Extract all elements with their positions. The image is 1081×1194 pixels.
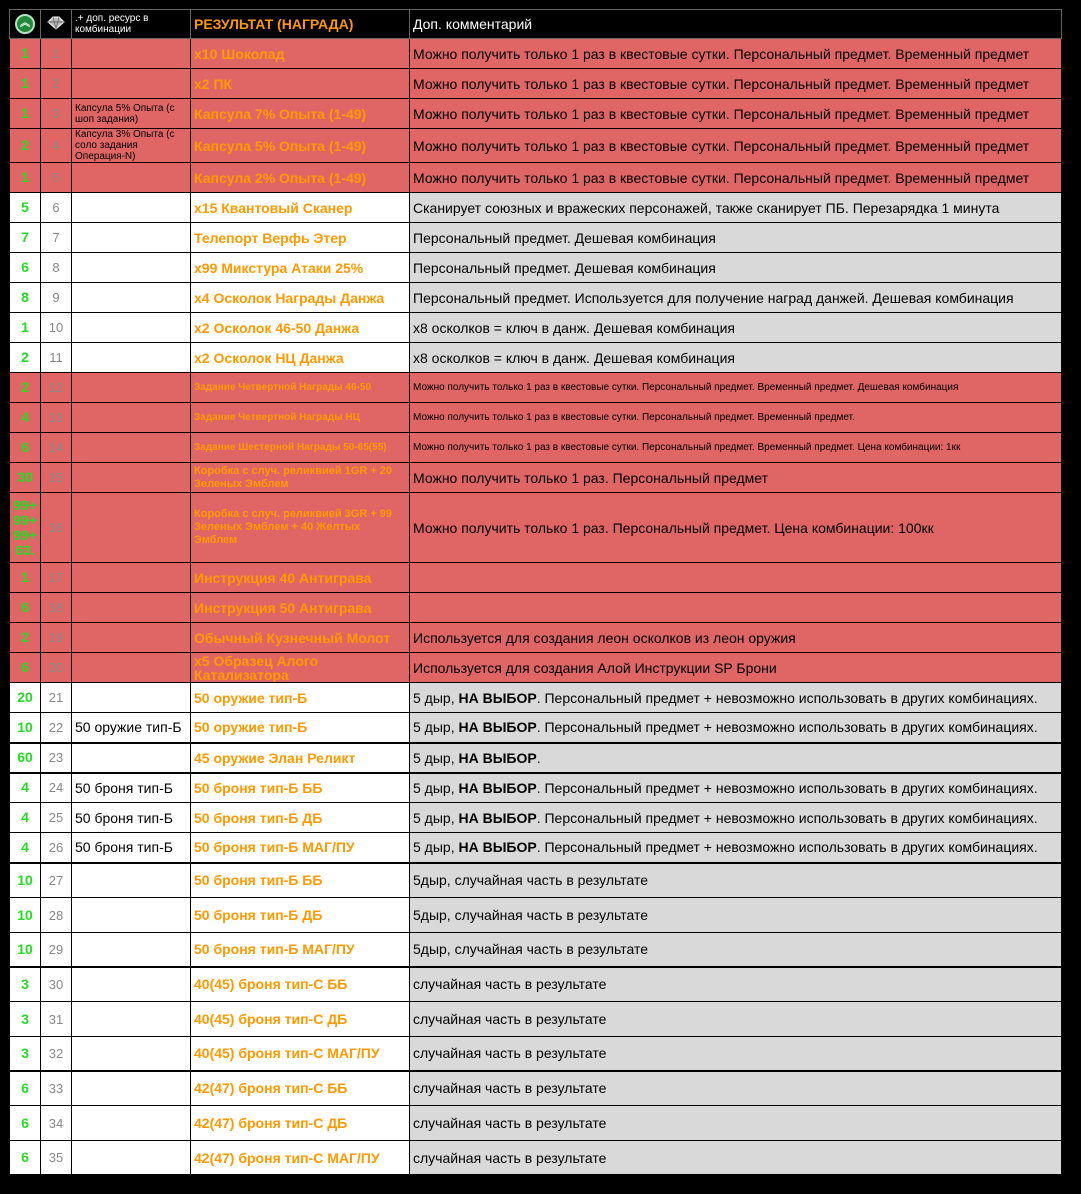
comment-cell xyxy=(410,833,1062,863)
comment-cell xyxy=(410,373,1062,403)
comment-text: Персональный предмет. Используется для получение наград данжей. Дешевая комбинация xyxy=(413,289,1014,306)
extra-resource-cell xyxy=(72,493,191,563)
result-cell: 50 броня тип-Б ДБ xyxy=(191,898,410,933)
result-cell: Коробка с случ. реликвией 1GR + 20 Зеленых Эмблем xyxy=(191,463,410,493)
comment-cell xyxy=(410,743,1062,773)
table-row xyxy=(10,933,1062,967)
extra-resource-cell xyxy=(72,1002,191,1037)
comment-text-tail: . Персональный предмет + невозможно использовать в других комбинациях. xyxy=(536,779,1038,796)
table-row xyxy=(10,863,1062,898)
comment-text: Можно получить только 1 раз в квестовые сутки. Персональный предмет. Временный предмет. xyxy=(413,412,855,423)
table-row xyxy=(10,373,1062,403)
comment-cell xyxy=(410,1037,1062,1071)
comment-cell xyxy=(410,1106,1062,1141)
comment-text: Можно получить только 1 раз в квестовые сутки. Персональный предмет. Временный предмет xyxy=(413,75,1030,92)
qty-cell: 10 xyxy=(10,933,41,967)
extra-resource-cell xyxy=(72,433,191,463)
result-cell: 42(47) броня тип-С ББ xyxy=(191,1071,410,1106)
qty-cell: 1 xyxy=(10,69,41,99)
comment-cell xyxy=(410,253,1062,283)
table-row xyxy=(10,713,1062,743)
extra-resource-cell xyxy=(72,623,191,653)
row-number-cell: 15 xyxy=(41,463,72,493)
row-number-cell: 31 xyxy=(41,1002,72,1037)
extra-resource-cell xyxy=(72,653,191,683)
comment-text-tail: . Персональный предмет + невозможно использовать в других комбинациях. xyxy=(536,839,1038,856)
table-row xyxy=(10,898,1062,933)
qty-cell: 6 xyxy=(10,1141,41,1175)
result-cell: 42(47) броня тип-С МАГ/ПУ xyxy=(191,1141,410,1175)
comment-text: x8 осколков = ключ в данж. Дешевая комбинация xyxy=(413,319,735,336)
table-row xyxy=(10,803,1062,833)
extra-resource-cell xyxy=(72,1037,191,1071)
extra-resource-cell xyxy=(72,743,191,773)
result-cell: x2 Осколок 46-50 Данжа xyxy=(191,313,410,343)
crystal-icon xyxy=(46,16,66,30)
comment-text-tail: . xyxy=(536,749,541,766)
comment-cell xyxy=(410,967,1062,1002)
row-number-cell: 22 xyxy=(41,713,72,743)
table-row xyxy=(10,1071,1062,1106)
comment-text: Используется для создания Алой Инструкции SP Брони xyxy=(413,659,777,676)
comment-text: Используется для создания леон осколков из леон оружия xyxy=(413,629,796,646)
header-result: РЕЗУЛЬТАТ (НАГРАДА) xyxy=(191,10,410,39)
extra-resource-cell: 50 оружие тип-Б xyxy=(72,713,191,743)
row-number-cell: 23 xyxy=(41,743,72,773)
table-row xyxy=(10,433,1062,463)
extra-resource-cell xyxy=(72,223,191,253)
row-number-cell: 12 xyxy=(41,373,72,403)
comment-cell xyxy=(410,1002,1062,1037)
result-cell: x2 ПК xyxy=(191,69,410,99)
comment-cell xyxy=(410,898,1062,933)
comment-text: Можно получить только 1 раз в квестовые сутки. Персональный предмет. Временный предмет. Цена комбинации: 1кк xyxy=(413,442,961,453)
table-row xyxy=(10,253,1062,283)
qty-cell: 1 xyxy=(10,313,41,343)
comment-keyword: НА ВЫБОР xyxy=(458,749,537,766)
comment-text: Персональный предмет. Дешевая комбинация xyxy=(413,259,716,276)
row-number-cell: 16 xyxy=(41,493,72,563)
table-row xyxy=(10,99,1062,129)
row-number-cell: 7 xyxy=(41,223,72,253)
comment-text: 5дыр, случайная часть в результате xyxy=(413,907,649,923)
row-number-cell: 9 xyxy=(41,283,72,313)
extra-resource-cell xyxy=(72,463,191,493)
row-number-cell: 20 xyxy=(41,653,72,683)
row-number-cell: 11 xyxy=(41,343,72,373)
comment-cell xyxy=(410,563,1062,593)
comment-text: 5 дыр, xyxy=(413,839,459,856)
comment-text-tail: . Персональный предмет + невозможно использовать в других комбинациях. xyxy=(536,719,1038,736)
comment-cell xyxy=(410,163,1062,193)
extra-resource-cell xyxy=(72,403,191,433)
result-cell: 50 оружие тип-Б xyxy=(191,713,410,743)
comment-text: Персональный предмет. Дешевая комбинация xyxy=(413,229,716,246)
comment-keyword: НА ВЫБОР xyxy=(458,719,537,736)
table-row xyxy=(10,833,1062,863)
green-chevrons-badge-icon: ︽ xyxy=(15,14,35,34)
row-number-cell: 30 xyxy=(41,967,72,1002)
table-row xyxy=(10,463,1062,493)
extra-resource-cell xyxy=(72,933,191,967)
row-number-cell: 25 xyxy=(41,803,72,833)
table-row xyxy=(10,967,1062,1002)
extra-resource-cell: 50 броня тип-Б xyxy=(72,833,191,863)
comment-text: Можно получить только 1 раз в квестовые сутки. Персональный предмет. Временный предмет. Дешевая комбинация xyxy=(413,382,959,393)
qty-cell: 60 xyxy=(10,743,41,773)
extra-resource-cell: 50 броня тип-Б xyxy=(72,773,191,803)
qty-cell: 8 xyxy=(10,283,41,313)
qty-cell: 10 xyxy=(10,863,41,898)
result-cell: 50 броня тип-Б МАГ/ПУ xyxy=(191,933,410,967)
extra-resource-cell xyxy=(72,1071,191,1106)
comment-cell xyxy=(410,283,1062,313)
header-row xyxy=(10,10,1062,39)
table-row xyxy=(10,563,1062,593)
qty-cell: 1 xyxy=(10,563,41,593)
table-row xyxy=(10,1037,1062,1071)
result-cell: 42(47) броня тип-С ДБ xyxy=(191,1106,410,1141)
extra-resource-cell xyxy=(72,967,191,1002)
result-cell: x5 Образец Алого Катализатора xyxy=(191,653,410,683)
result-cell: x15 Квантовый Сканер xyxy=(191,193,410,223)
qty-cell: 6 xyxy=(10,653,41,683)
comment-text: 5 дыр, xyxy=(413,749,459,766)
comment-cell xyxy=(410,193,1062,223)
comment-cell xyxy=(410,39,1062,69)
extra-resource-cell: 50 броня тип-Б xyxy=(72,803,191,833)
comment-text: Можно получить только 1 раз в квестовые сутки. Персональный предмет. Временный предмет xyxy=(413,45,1030,62)
table-row xyxy=(10,403,1062,433)
result-cell: Инструкция 40 Антиграва xyxy=(191,563,410,593)
result-cell: 50 броня тип-Б ДБ xyxy=(191,803,410,833)
row-number-cell: 8 xyxy=(41,253,72,283)
table-row xyxy=(10,223,1062,253)
qty-cell: 2 xyxy=(10,373,41,403)
table-row xyxy=(10,493,1062,563)
qty-cell: 99+ 99+ 99+ 63. xyxy=(10,493,41,563)
row-number-cell: 4 xyxy=(41,129,72,163)
qty-cell: 1 xyxy=(10,99,41,129)
row-number-cell: 3 xyxy=(41,99,72,129)
header-num-cell xyxy=(41,10,72,39)
result-cell: Обычный Кузнечный Молот xyxy=(191,623,410,653)
row-number-cell: 17 xyxy=(41,563,72,593)
table-row xyxy=(10,39,1062,69)
result-cell: x2 Осколок НЦ Данжа xyxy=(191,343,410,373)
row-number-cell: 1 xyxy=(41,39,72,69)
comment-cell xyxy=(410,773,1062,803)
row-number-cell: 27 xyxy=(41,863,72,898)
qty-cell: 1 xyxy=(10,163,41,193)
table-row xyxy=(10,593,1062,623)
comment-text: случайная часть в результате xyxy=(413,1080,607,1097)
result-cell: x99 Микстура Атаки 25% xyxy=(191,253,410,283)
comment-cell xyxy=(410,863,1062,898)
extra-resource-cell xyxy=(72,373,191,403)
table-row xyxy=(10,283,1062,313)
comment-cell xyxy=(410,223,1062,253)
extra-resource-cell xyxy=(72,683,191,713)
qty-cell: 4 xyxy=(10,803,41,833)
table-row xyxy=(10,343,1062,373)
qty-cell: 10 xyxy=(10,713,41,743)
extra-resource-cell xyxy=(72,69,191,99)
result-cell: 40(45) броня тип-С МАГ/ПУ xyxy=(191,1037,410,1071)
row-number-cell: 28 xyxy=(41,898,72,933)
qty-cell: 20 xyxy=(10,683,41,713)
table-row xyxy=(10,313,1062,343)
result-cell: Капсула 5% Опыта (1-49) xyxy=(191,129,410,163)
comment-cell xyxy=(410,493,1062,563)
table-row xyxy=(10,653,1062,683)
extra-resource-cell xyxy=(72,593,191,623)
comment-text-tail: . Персональный предмет + невозможно использовать в других комбинациях. xyxy=(536,689,1038,706)
combination-table-wrapper xyxy=(9,9,1061,1175)
comment-cell xyxy=(410,623,1062,653)
result-cell: Телепорт Верфь Этер xyxy=(191,223,410,253)
comment-cell xyxy=(410,433,1062,463)
comment-keyword: НА ВЫБОР xyxy=(458,779,537,796)
comment-text: случайная часть в результате xyxy=(413,1045,607,1062)
comment-text: Можно получить только 1 раз в квестовые сутки. Персональный предмет. Временный предмет xyxy=(413,169,1030,186)
extra-resource-cell xyxy=(72,563,191,593)
table-row xyxy=(10,1002,1062,1037)
comment-cell xyxy=(410,933,1062,967)
comment-text: случайная часть в результате xyxy=(413,976,607,993)
row-number-cell: 29 xyxy=(41,933,72,967)
table-row xyxy=(10,1141,1062,1175)
table-row xyxy=(10,1106,1062,1141)
extra-resource-cell xyxy=(72,1141,191,1175)
header-comment: Доп. комментарий xyxy=(410,10,1062,39)
qty-cell: 6 xyxy=(10,433,41,463)
table-row xyxy=(10,163,1062,193)
comment-cell xyxy=(410,99,1062,129)
comment-text: случайная часть в результате xyxy=(413,1115,607,1131)
comment-text: 5 дыр, xyxy=(413,809,459,826)
comment-keyword: НА ВЫБОР xyxy=(458,839,537,856)
row-number-cell: 33 xyxy=(41,1071,72,1106)
table-row xyxy=(10,69,1062,99)
qty-cell: 2 xyxy=(10,343,41,373)
qty-cell: 6 xyxy=(10,1071,41,1106)
comment-text: Можно получить только 1 раз. Персональный предмет xyxy=(413,469,769,486)
result-cell: 50 броня тип-Б ББ xyxy=(191,863,410,898)
qty-cell: 30 xyxy=(10,463,41,493)
qty-cell: 1 xyxy=(10,39,41,69)
qty-cell: 6 xyxy=(10,1106,41,1141)
qty-cell: 6 xyxy=(10,593,41,623)
result-cell: Коробка с случ. реликвией 3GR + 99 Зеленых Эмблем + 40 Желтых Эмблем xyxy=(191,493,410,563)
extra-resource-cell xyxy=(72,39,191,69)
extra-resource-cell xyxy=(72,193,191,223)
result-cell: 40(45) броня тип-С ББ xyxy=(191,967,410,1002)
result-cell: Капсула 7% Опыта (1-49) xyxy=(191,99,410,129)
result-cell: 40(45) броня тип-С ДБ xyxy=(191,1002,410,1037)
comment-text: Можно получить только 1 раз в квестовые сутки. Персональный предмет. Временный предмет xyxy=(413,137,1030,154)
qty-cell: 10 xyxy=(10,898,41,933)
qty-cell: 4 xyxy=(10,833,41,863)
row-number-cell: 2 xyxy=(41,69,72,99)
comment-cell xyxy=(410,463,1062,493)
table-row xyxy=(10,623,1062,653)
comment-text: случайная часть в результате xyxy=(413,1011,607,1027)
comment-keyword: НА ВЫБОР xyxy=(458,689,537,706)
comment-text-tail: . Персональный предмет + невозможно использовать в других комбинациях. xyxy=(536,809,1038,826)
comment-text: Можно получить только 1 раз в квестовые сутки. Персональный предмет. Временный предмет xyxy=(413,105,1030,122)
extra-resource-cell xyxy=(72,253,191,283)
table-row xyxy=(10,743,1062,773)
table-row xyxy=(10,773,1062,803)
extra-resource-cell xyxy=(72,898,191,933)
result-cell: x4 Осколок Награды Данжа xyxy=(191,283,410,313)
combination-table xyxy=(9,9,1062,1175)
comment-cell xyxy=(410,313,1062,343)
qty-cell: 2 xyxy=(10,129,41,163)
table-row xyxy=(10,129,1062,163)
comment-cell xyxy=(410,403,1062,433)
row-number-cell: 13 xyxy=(41,403,72,433)
result-cell: Задание Четвертной Награды 46-50 xyxy=(191,373,410,403)
extra-resource-cell: Капсула 5% Опыта (с шоп задания) xyxy=(72,99,191,129)
comment-text: 5 дыр, xyxy=(413,689,459,706)
row-number-cell: 5 xyxy=(41,163,72,193)
row-number-cell: 10 xyxy=(41,313,72,343)
comment-cell xyxy=(410,683,1062,713)
extra-resource-cell xyxy=(72,343,191,373)
qty-cell: 5 xyxy=(10,193,41,223)
table-row xyxy=(10,193,1062,223)
row-number-cell: 24 xyxy=(41,773,72,803)
result-cell: 50 оружие тип-Б xyxy=(191,683,410,713)
result-cell: Задание Шестерной Награды 50-65(55) xyxy=(191,433,410,463)
row-number-cell: 26 xyxy=(41,833,72,863)
comment-text: Можно получить только 1 раз. Персональный предмет. Цена комбинации: 100кк xyxy=(413,519,934,536)
comment-text: x8 осколков = ключ в данж. Дешевая комбинация xyxy=(413,349,735,366)
table-row xyxy=(10,683,1062,713)
comment-text: 5дыр, случайная часть в результате xyxy=(413,941,649,958)
qty-cell: 4 xyxy=(10,403,41,433)
extra-resource-cell xyxy=(72,863,191,898)
qty-cell: 2 xyxy=(10,623,41,653)
comment-cell xyxy=(410,69,1062,99)
qty-cell: 3 xyxy=(10,967,41,1002)
comment-cell xyxy=(410,803,1062,833)
header-extra-resource: .+ доп. ресурс в комбинации xyxy=(72,10,191,39)
comment-text: 5 дыр, xyxy=(413,719,459,736)
qty-cell: 3 xyxy=(10,1002,41,1037)
row-number-cell: 18 xyxy=(41,593,72,623)
extra-resource-cell xyxy=(72,1106,191,1141)
comment-text: случайная часть в результате xyxy=(413,1149,607,1166)
comment-cell xyxy=(410,1141,1062,1175)
row-number-cell: 35 xyxy=(41,1141,72,1175)
extra-resource-cell xyxy=(72,283,191,313)
comment-cell xyxy=(410,593,1062,623)
row-number-cell: 34 xyxy=(41,1106,72,1141)
qty-cell: 3 xyxy=(10,1037,41,1071)
comment-cell xyxy=(410,653,1062,683)
result-cell: x10 Шоколад xyxy=(191,39,410,69)
qty-cell: 7 xyxy=(10,223,41,253)
result-cell: 50 броня тип-Б ББ xyxy=(191,773,410,803)
result-cell: Задание Четвертной Награды НЦ xyxy=(191,403,410,433)
row-number-cell: 21 xyxy=(41,683,72,713)
qty-cell: 4 xyxy=(10,773,41,803)
comment-cell xyxy=(410,1071,1062,1106)
row-number-cell: 32 xyxy=(41,1037,72,1071)
row-number-cell: 14 xyxy=(41,433,72,463)
result-cell: Инструкция 50 Антиграва xyxy=(191,593,410,623)
result-cell: 45 оружие Элан Реликт xyxy=(191,743,410,773)
result-cell: 50 броня тип-Б МАГ/ПУ xyxy=(191,833,410,863)
comment-cell xyxy=(410,343,1062,373)
comment-keyword: НА ВЫБОР xyxy=(458,809,537,826)
extra-resource-cell xyxy=(72,313,191,343)
comment-cell xyxy=(410,713,1062,743)
qty-cell: 6 xyxy=(10,253,41,283)
comment-cell xyxy=(410,129,1062,163)
comment-text: Сканирует союзных и вражеских персонажей, также сканирует ПБ. Перезарядка 1 минута xyxy=(413,199,1000,216)
result-cell: Капсула 2% Опыта (1-49) xyxy=(191,163,410,193)
comment-text: 5дыр, случайная часть в результате xyxy=(413,872,649,889)
row-number-cell: 6 xyxy=(41,193,72,223)
row-number-cell: 19 xyxy=(41,623,72,653)
comment-text: 5 дыр, xyxy=(413,779,459,796)
extra-resource-cell xyxy=(72,163,191,193)
header-qty-cell xyxy=(10,10,41,39)
extra-resource-cell: Капсула 3% Опыта (с соло задания Операция-N) xyxy=(72,129,191,163)
